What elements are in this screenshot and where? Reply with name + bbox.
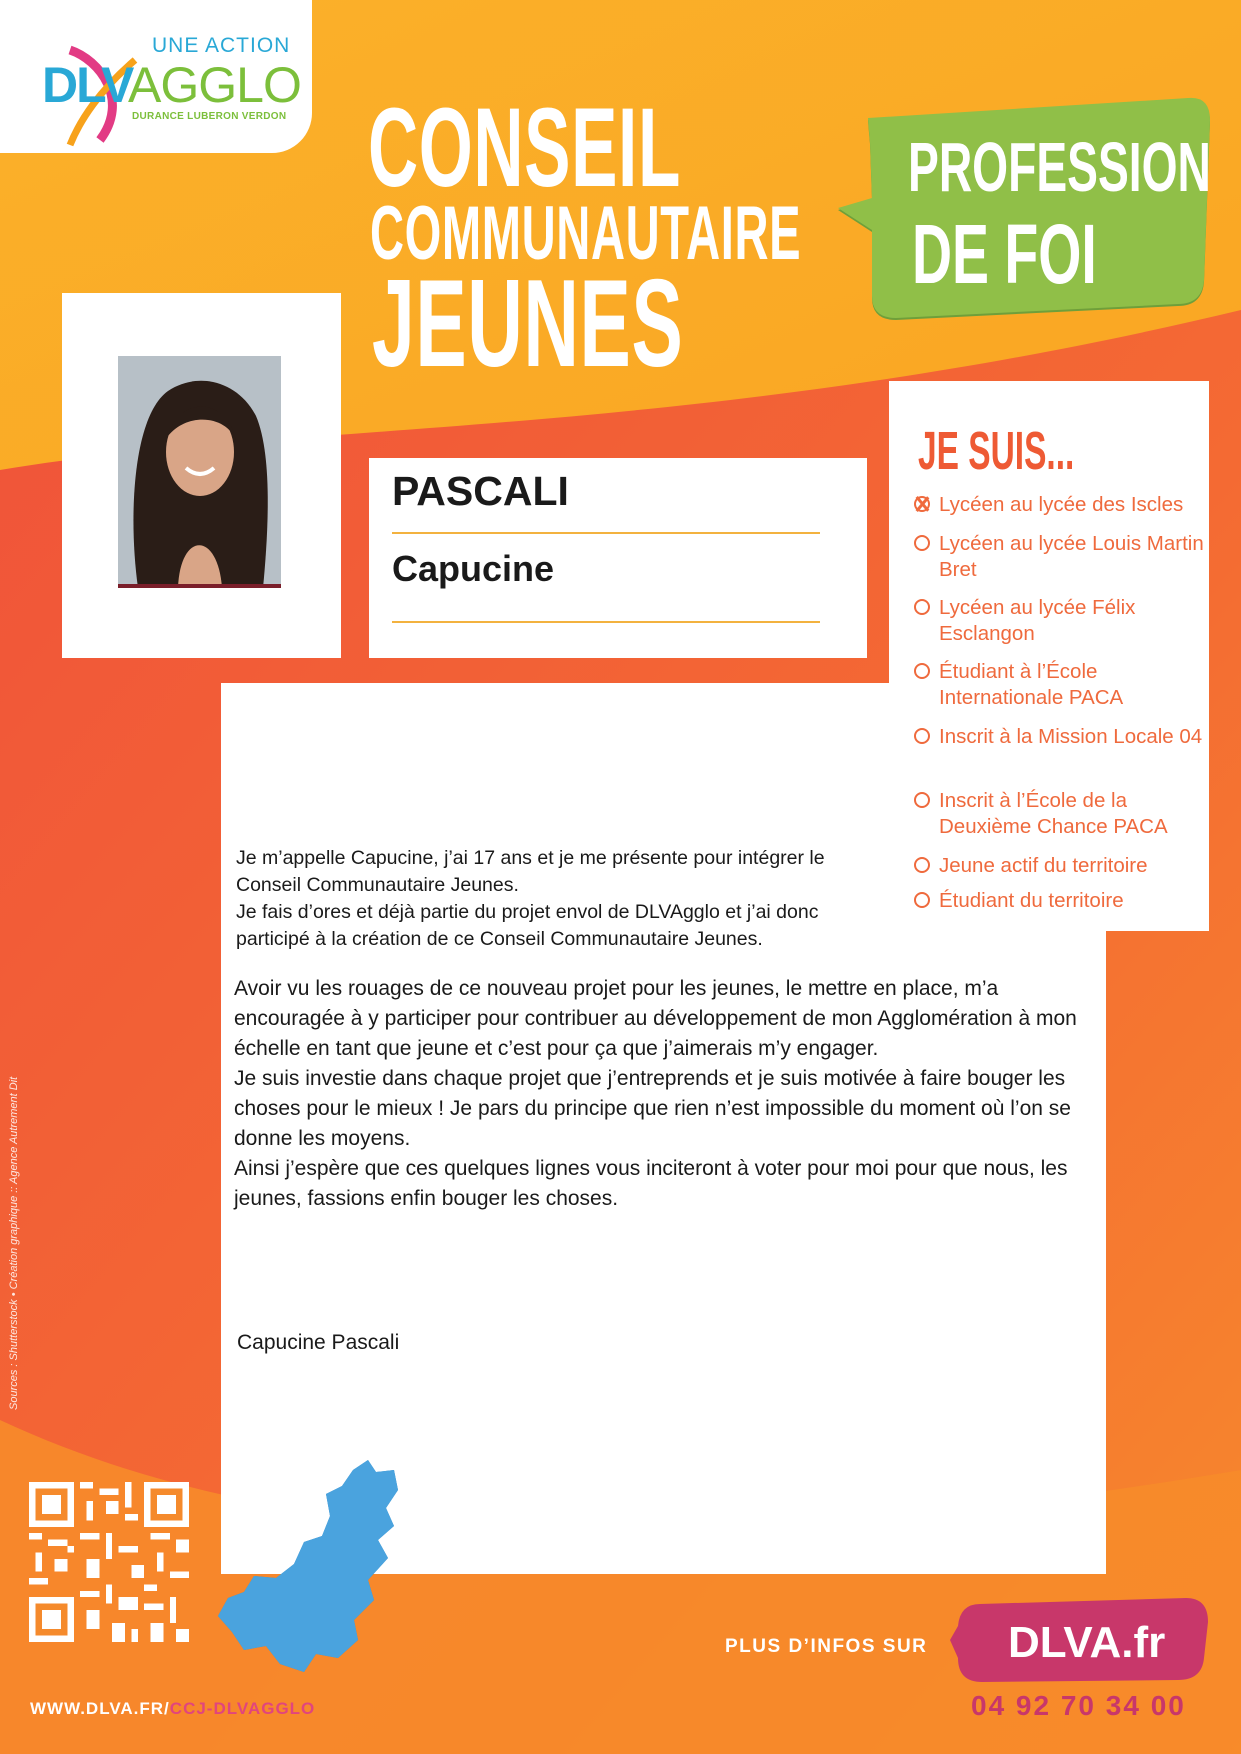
title-line-1: CONSEIL	[368, 85, 681, 210]
divider	[392, 532, 820, 534]
status-option[interactable]: Lycéen au lycée Louis Martin Bret	[914, 531, 1204, 583]
logo-subtitle: DURANCE LUBERON VERDON	[132, 111, 287, 122]
candidate-surname: PASCALI	[392, 468, 569, 514]
status-option[interactable]: Étudiant à l’École Internationale PACA	[914, 659, 1204, 711]
site-link[interactable]: DLVA.fr	[1008, 1618, 1166, 1667]
letter-body: Avoir vu les rouages de ce nouveau projet pour les jeunes, le mettre en place, m’a encouragée à y participer pour contribuer au développement de mon Agglomération à mon échelle en tant que jeune et c’est pour ça que j’aimerais m’y engager. Je suis investie dans chaque projet que j’entreprends et je suis motivée à faire bouger les choses pour le mieux ! Je pars du principe que rien n’est impossible du moment où l’on se donne les moyens. Ainsi j’espère que ces quelques lignes vous inciteront à voter pour moi pour que nous, les jeunes, fassions enfin bouger les choses.	[234, 977, 1077, 1210]
radio-empty-icon[interactable]	[914, 663, 930, 679]
portrait-photo	[118, 356, 281, 588]
radio-empty-icon[interactable]	[914, 857, 930, 873]
status-option[interactable]: Inscrit à la Mission Locale 04	[914, 724, 1204, 750]
territory-map-icon	[218, 1460, 443, 1690]
divider	[392, 621, 820, 623]
logo-dlv: DLV	[42, 57, 133, 113]
status-option[interactable]: Lycéen au lycée Félix Esclangon	[914, 595, 1204, 647]
status-option[interactable]: Inscrit à l’École de la Deuxième Chance PACA	[914, 788, 1204, 840]
status-title: JE SUIS...	[918, 421, 1075, 481]
badge-line-1: PROFESSION	[908, 128, 1211, 206]
radio-empty-icon[interactable]	[914, 792, 930, 808]
status-option[interactable]: Lycéen au lycée des Iscles	[914, 492, 1204, 518]
radio-empty-icon[interactable]	[914, 728, 930, 744]
status-option[interactable]: Jeune actif du territoire	[914, 853, 1204, 879]
qr-code-icon[interactable]	[29, 1482, 189, 1642]
letter-signature: Capucine Pascali	[237, 1331, 400, 1354]
letter-intro: Je m’appelle Capucine, j’ai 17 ans et je me présente pour intégrer le Conseil Communautaire Jeunes. Je fais d’ores et déjà partie du projet envol de DLVAgglo et j’ai donc participé à la création de ce Conseil Communautaire Jeunes.	[236, 847, 825, 950]
title-line-2: COMMUNAUTAIRE	[370, 191, 802, 276]
footer-url[interactable]: WWW.DLVA.FR/CCJ-DLVAGGLO	[30, 1699, 316, 1718]
radio-empty-icon[interactable]	[914, 892, 930, 908]
candidate-firstname: Capucine	[392, 548, 555, 589]
badge-line-2: DE FOI	[912, 207, 1097, 301]
title-line-3: JEUNES	[372, 255, 684, 393]
image-credit: Sources : Shutterstock • Création graphique :: Agence Autrement Dit	[8, 1076, 20, 1410]
logo-agglo: AGGLO	[128, 57, 301, 113]
logo-une-action: UNE ACTION	[152, 34, 291, 57]
phone-number[interactable]: 04 92 70 34 00	[971, 1690, 1186, 1721]
radio-empty-icon[interactable]	[914, 535, 930, 551]
status-option[interactable]: Étudiant du territoire	[914, 888, 1204, 914]
checkbox-checked-icon[interactable]	[914, 496, 930, 512]
radio-empty-icon[interactable]	[914, 599, 930, 615]
more-info-label: PLUS D’INFOS SUR	[725, 1636, 928, 1657]
